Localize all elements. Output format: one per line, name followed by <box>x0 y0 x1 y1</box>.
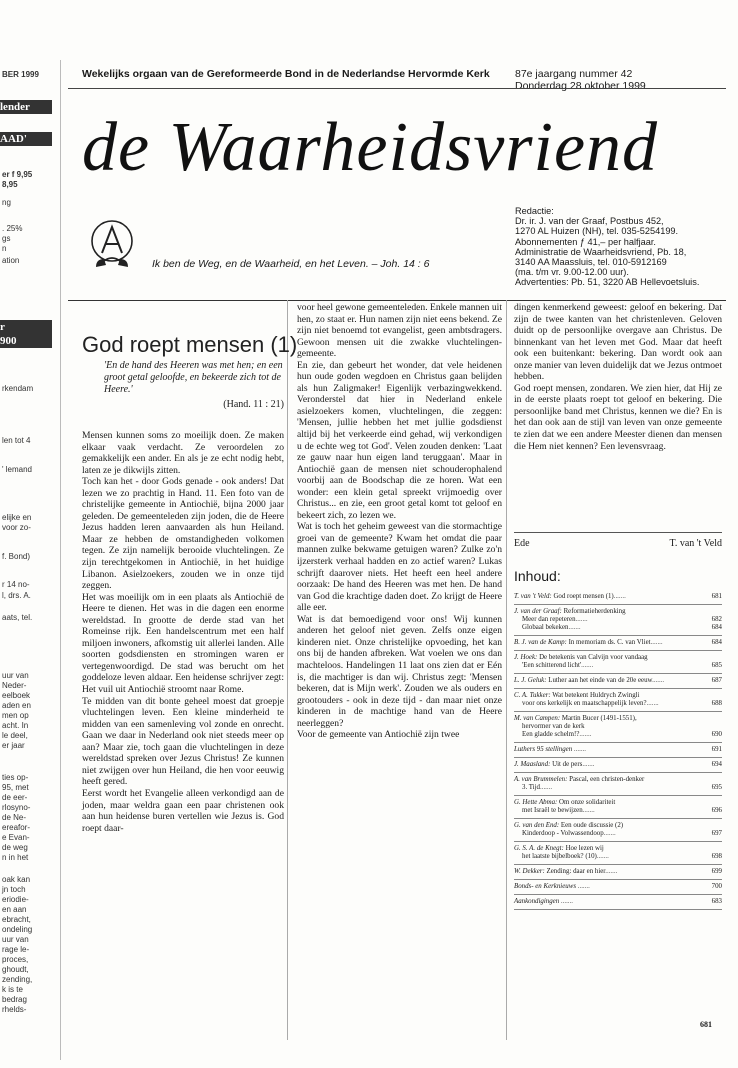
toc-page-number: 694 <box>711 761 722 768</box>
paragraph: Wat is toch het geheim geweest van die stormachtige groei van de gemeente? Kwam het omdat die paar mannen zulke bekwame getuigen waren? Zulke zo'n ijzersterk verhaal hadden en zo actief waren? Lukas schrijft daarover niets. Het heeft een heel andere oorzaak: De hand des Heeren was met hen. De hand van God die krachtige daden doet. Zo krijgt de Heere alle eer. <box>297 521 502 614</box>
toc-line: 'Een schitterend licht'....... 685 <box>522 662 722 669</box>
previous-page-fragment: l, drs. A. <box>2 591 31 600</box>
previous-page-fragment: ereafor- <box>2 823 31 832</box>
toc-line <box>514 799 722 807</box>
toc-page-number: 688 <box>711 700 722 707</box>
table-of-contents <box>514 590 722 910</box>
toc-line: W. Dekker: Zending: daar en hier....... 699 <box>514 868 722 875</box>
toc-entry <box>514 796 722 819</box>
previous-page-fragment: gs <box>2 234 11 243</box>
toc-author: M. van Campen: <box>514 715 561 722</box>
header-rule <box>68 88 726 89</box>
signature-rule <box>514 532 722 533</box>
previous-page-fragment: n in het <box>2 853 29 862</box>
toc-entry <box>514 842 722 865</box>
toc-item-title: Globaal bekeken <box>522 624 569 631</box>
previous-page-fragment: r 14 no- <box>2 580 30 589</box>
toc-item-title: Een gladde schelm!? <box>522 731 580 738</box>
previous-page-fragment: aden en <box>2 701 31 710</box>
previous-page-fragment: de Ne- <box>2 813 27 822</box>
previous-page-fragment: eriodie- <box>2 895 29 904</box>
toc-page-number: 681 <box>711 593 722 600</box>
toc-entry <box>514 674 722 689</box>
previous-page-fragment: voor zo- <box>2 523 31 532</box>
paragraph: Te midden van dit bonte geheel moest dat groepje vluchtelingen leven. Een kleine minderheid te midden van een samenleving vol zonde en onrecht. Gaan we daar in Nederland ook niet steeds meer op aan? Maar zie, toch gaan die vluchtelingen in deze wereldstad spreken over Jezus Christus! Ze kunnen niet zwijgen over hun Heiland, die hen voor eeuwig heeft gered. <box>82 695 284 788</box>
toc-entry <box>514 773 722 796</box>
previous-page-strip <box>0 60 61 1060</box>
previous-page-fragment: ebracht, <box>2 915 31 924</box>
toc-item-title: De betekenis van Calvijn voor vandaag <box>539 654 648 661</box>
toc-line <box>514 608 722 616</box>
toc-entry <box>514 605 722 636</box>
toc-author: C. A. Tukker: <box>514 692 551 699</box>
toc-line: B. J. van de Kamp: In memoriam ds. C. van Vliet....... 684 <box>514 639 722 646</box>
motto: Ik ben de Weg, en de Waarheid, en het Leven. – Joh. 14 : 6 <box>152 258 430 270</box>
paragraph: Eerst wordt het Evangelie alleen verkondigd aan de joden, maar weldra gaan een paar christenen ook aan hun heidense buren vertellen wie Jezus is. God roept daar- <box>82 787 284 834</box>
previous-page-fragment: proces, <box>2 955 29 964</box>
previous-page-fragment: ng <box>2 198 11 207</box>
toc-page-number: 682 <box>711 616 722 623</box>
previous-page-fragment: ' lemand <box>2 465 32 474</box>
editorial-info <box>515 206 725 288</box>
toc-line <box>514 845 722 853</box>
toc-entry <box>514 743 722 758</box>
previous-page-fragment: uur van <box>2 671 29 680</box>
previous-page-fragment: e Evan- <box>2 833 30 842</box>
toc-author: B. J. van de Kamp: <box>514 639 567 646</box>
toc-author: J. van der Graaf: <box>514 608 562 615</box>
epigraph: 'En de hand des Heeren was met hen; en een groot getal geloofde, en bekeerde zich tot de Heere.' <box>104 360 283 395</box>
toc-title: Inhoud: <box>514 568 561 584</box>
toc-line: 3. Tijd....... 695 <box>522 784 722 791</box>
previous-page-fragment: rage le- <box>2 945 30 954</box>
paragraph: Wat is dat bemoedigend voor ons! Wij kunnen anderen het geloof niet geven. Zelfs onze eigen kinderen niet. Onze christelijke opvoeding, het kan ons bij de handen afbreken. Wat voelen we ons dan machteloos. Handelingen 11 laat ons zien dat er Eén is, die machtiger is dan wij. Christus zegt: 'Mensen bekeren, dat is Mijn werk'. Zouden we als ouders en grootouders - ook in deze tijd - dan maar niet onze kinderen in de machtige hand van de Heere neerleggen? <box>297 613 502 729</box>
toc-item-title: Wat betekent Huldrych Zwingli <box>552 692 640 699</box>
toc-line: het laatste bijbelboek? (10)....... 698 <box>522 853 722 860</box>
toc-line: J. Maasland: Uit de pers....... 694 <box>514 761 722 768</box>
issue-date: Donderdag 28 oktober 1999 <box>515 80 646 92</box>
previous-page-fragment: ties op- <box>2 773 29 782</box>
toc-entry <box>514 689 722 712</box>
toc-page-number: 698 <box>711 853 722 860</box>
alpha-omega-logo-icon <box>84 217 140 273</box>
editorial-line: 1270 AL Huizen (NH), tel. 035-5254199. <box>515 226 679 237</box>
paragraph: Mensen kunnen soms zo moeilijk doen. Ze maken elkaar vaak verdacht. Ze veroordelen zo gemakkelijk een ander. En als je ze echt nodig hebt, laten ze je dikwijls zitten. <box>82 430 284 476</box>
previous-page-fragment: er jaar <box>2 741 25 750</box>
previous-page-fragment: rkendam <box>2 384 34 393</box>
previous-page-fragment: le deel, <box>2 731 28 740</box>
editorial-line: (ma. t/m vr. 9.00-12.00 uur). <box>515 267 629 278</box>
toc-item-title: Luther aan het einde van de 20e eeuw <box>548 677 653 684</box>
toc-line: voor ons kerkelijk en maatschappelijk leven?....... 688 <box>522 700 722 707</box>
paragraph: voor heel gewone gemeenteleden. Enkele mannen uit hen, zo staat er. Hun namen zijn niet eens bekend. Ze zijn niet benoemd tot evangelist, geen ambtsdragers. Gewoon mensen uit die zwakke vluchtelingen-gemeente. <box>297 302 502 360</box>
previous-page-fragment: rhelds- <box>2 1005 27 1014</box>
toc-line: Kinderdoop - Volwassendoop....... 697 <box>522 830 722 837</box>
toc-item-title: Hoe lezen wij <box>565 845 604 852</box>
toc-line <box>514 654 722 662</box>
toc-page-number <box>704 723 722 731</box>
toc-author: Aankondigingen <box>514 898 560 905</box>
tagline: Wekelijks orgaan van de Gereformeerde Bond in de Nederlandse Hervormde Kerk <box>82 68 490 80</box>
previous-page-fragment: k is te <box>2 985 23 994</box>
masthead-title: de Waarheidsvriend <box>82 109 659 186</box>
toc-line: T. van 't Veld: God roept mensen (1)....... 681 <box>514 593 722 600</box>
toc-page-number: 699 <box>711 868 722 875</box>
toc-author: A. van Brummelen: <box>514 776 568 783</box>
toc-author: G. Hette Abma: <box>514 799 558 806</box>
epigraph-reference: (Hand. 11 : 21) <box>223 399 284 410</box>
toc-line: L. J. Geluk: Luther aan het einde van de 20e eeuw....... 687 <box>514 677 722 684</box>
toc-line: Luthers 95 stellingen ....... 691 <box>514 746 722 753</box>
toc-item-title: In memoriam ds. C. van Vliet <box>568 639 651 646</box>
previous-page-fragment: 900 <box>0 334 52 348</box>
previous-page-fragment: 95, met <box>2 783 29 792</box>
toc-item-title: 'Een schitterend licht' <box>522 662 582 669</box>
section-rule <box>68 300 726 301</box>
toc-item-title: Een oude discussie (2) <box>560 822 624 829</box>
toc-page-number: 687 <box>711 677 722 684</box>
previous-page-fragment: bedrag <box>2 995 27 1004</box>
toc-page-number: 690 <box>711 731 722 738</box>
column-divider <box>287 300 288 1040</box>
toc-entry <box>514 651 722 674</box>
article-column-1 <box>82 430 284 834</box>
toc-line <box>514 822 722 830</box>
toc-page-number <box>704 692 722 700</box>
toc-author: J. Maasland: <box>514 761 551 768</box>
toc-page-number: 696 <box>711 807 722 814</box>
previous-page-fragment: len tot 4 <box>2 436 31 445</box>
toc-item-title: het laatste bijbelboek? (10) <box>522 853 597 860</box>
toc-line: Globaal bekeken....... 684 <box>522 624 722 631</box>
paragraph: En zie, dan gebeurt het wonder, dat vele heidenen hun oude goden wegdoen en Christus gaan belijden als hun Zaligmaker! Eigenlijk verbazingwekkend. Veronderstel dat hier in Nederland enkele asielzoekers komen, vluchtelingen, die zeggen: 'Mensen, jullie hebben het met jullie godsdienst altijd bij het verkeerde eind gehad, wij verkondigen u de echte weg tot God'. Velen zouden denken: 'Laat ze gauw naar hun eigen land teruggaan'. Maar in Antiochië gaan de mensen niet schouderophalend voorbij aan de Boodschap die ze horen. Wat een wonder: een klein getal spreekt vrijmoedig over Christus... en zie, een groot getal komt tot geloof en bekeert zich, zo lezen we. <box>297 359 502 521</box>
article-title: God roept mensen (1) <box>82 332 298 357</box>
paragraph: Voor de gemeente van Antiochië zijn twee <box>297 729 460 741</box>
toc-item-title: Uit de pers <box>552 761 583 768</box>
toc-entry <box>514 865 722 880</box>
previous-page-fragment: ghoudt, <box>2 965 29 974</box>
previous-page-fragment: rlosyno- <box>2 803 31 812</box>
toc-author: Bonds- en Kerknieuws <box>514 883 577 890</box>
toc-page-number <box>704 715 722 723</box>
toc-page-number: 684 <box>711 639 722 646</box>
previous-page-fragment: Neder- <box>2 681 27 690</box>
toc-line: Meer dan repeteren....... 682 <box>522 616 722 623</box>
toc-page-number <box>704 608 722 616</box>
toc-entry <box>514 880 722 895</box>
previous-page-fragment: acht. In <box>2 721 29 730</box>
toc-page-number: 684 <box>711 624 722 631</box>
toc-entry <box>514 590 722 605</box>
toc-page-number: 685 <box>711 662 722 669</box>
editorial-line: Administratie de Waarheidsvriend, Pb. 18, <box>515 246 687 257</box>
previous-page-fragment: BER 1999 <box>2 70 39 79</box>
toc-line: Bonds- en Kerknieuws ....... 700 <box>514 883 722 890</box>
toc-entry <box>514 712 722 743</box>
toc-author: J. Hoek: <box>514 654 538 661</box>
toc-item-title: met Israël te bewijzen <box>522 807 583 814</box>
page-number: 681 <box>700 1020 712 1029</box>
previous-page-fragment: ondeling <box>2 925 33 934</box>
paragraph: Het was moeilijk om in een plaats als Antiochië de Heere te dienen. Het was in die dagen een enorme wereldstad. In grootte de derde stad van het Romeinse rijk. Een handelscentrum met een half miljoen inwoners, afkomstig uit allerlei landen. Alle soorten godsdiensten en stromingen waren er vertegenwoordigd. De stad was berucht om het goddeloze leven aldaar. Een heidense schrijver zegt: Het vuil uit Antiochië stroomt naar Rome. <box>82 591 284 696</box>
toc-line <box>514 692 722 700</box>
previous-page-fragment: en aan <box>2 905 27 914</box>
previous-page-fragment: 8,95 <box>2 180 18 189</box>
previous-page-fragment: jn toch <box>2 885 26 894</box>
toc-entry <box>514 758 722 773</box>
toc-author: L. J. Geluk: <box>514 677 547 684</box>
editorial-line: Dr. ir. J. van der Graaf, Postbus 452, <box>515 216 664 227</box>
previous-page-fragment: eelboek <box>2 691 31 700</box>
signature-place: Ede <box>514 538 530 549</box>
previous-page-fragment: f. Bond) <box>2 552 31 561</box>
toc-line <box>514 715 722 723</box>
previous-page-fragment: elijke en <box>2 513 32 522</box>
toc-item-title: Zending: daar en hier <box>546 868 606 875</box>
toc-item-title: Meer dan repeteren <box>522 616 576 623</box>
previous-page-fragment: ation <box>2 256 20 265</box>
toc-entry <box>514 819 722 842</box>
editorial-line: Redactie: <box>515 206 554 216</box>
toc-line: met Israël te bewijzen....... 696 <box>522 807 722 814</box>
toc-author: Luthers 95 stellingen <box>514 746 573 753</box>
toc-page-number: 695 <box>711 784 722 791</box>
toc-page-number: 691 <box>711 746 722 753</box>
toc-page-number: 697 <box>711 830 722 837</box>
toc-item-title: Kinderdoop - Volwassendoop <box>522 830 604 837</box>
editorial-line: 3140 AA Maassluis, tel. 010-5912169 <box>515 257 667 268</box>
previous-page-fragment: de weg <box>2 843 28 852</box>
signature-author: T. van 't Veld <box>669 538 722 549</box>
toc-page-number <box>704 822 722 830</box>
previous-page-fragment: . 25% <box>2 224 23 233</box>
article-column-3 <box>514 302 722 452</box>
toc-item-title: Om onze solidariteit <box>559 799 616 806</box>
paragraph: dingen kenmerkend geweest: geloof en bekering. Dat zijn de twee kanten van het christenleven. Geloven duidt op de persoonlijke overgave aan Christus. De binnenkant van het leven met God. Maar dat heeft ook een buitenkant: bekering. Dan wordt ook aan onze manier van leven duidelijk dat we Jezus ontmoet hebben. <box>514 302 722 383</box>
previous-page-fragment: AAD' <box>0 132 52 146</box>
previous-page-fragment: lender <box>0 100 52 114</box>
toc-item-title: Reformatieherdenking <box>563 608 626 615</box>
column-divider <box>506 300 507 1040</box>
toc-page-number <box>704 845 722 853</box>
toc-entry <box>514 895 722 910</box>
toc-line <box>514 723 722 731</box>
article-column-2 <box>297 302 502 741</box>
paragraph: Toch kan het - door Gods genade - ook anders! Dat lezen we zo prachtig in Hand. 11. Een foto van de christelijke gemeente in Antiochië, bijna 2000 jaar geleden. De gemeenteleden zijn joden, die de Heere Jezus hadden leren aanvaarden als hun Heiland. Maar ze hebben de omstandigheden volkomen tegen. Ze zijn namelijk berooide vluchtelingen. Ze zijn terechtgekomen in Antiochië, in het huidige Libanon. Asielzoekers, zouden we in onze tijd zeggen. <box>82 476 284 592</box>
previous-page-fragment: de eer- <box>2 793 28 802</box>
toc-item-title: hervormer van de kerk <box>522 723 585 730</box>
toc-line: Een gladde schelm!?....... 690 <box>522 731 722 738</box>
previous-page-fragment: er f 9,95 <box>2 170 33 179</box>
toc-item-title: Pascal, een christen-denker <box>569 776 645 783</box>
previous-page-fragment: oak kan <box>2 875 31 884</box>
toc-author: T. van 't Veld: <box>514 593 552 600</box>
paragraph: God roept mensen, zondaren. We zien hier, dat Hij ze in de eerste plaats roept tot geloof en bekering. Die persoonlijke band met Christus, kennen we die? En is het dan ook aan de stijl van leven van onze gemeente te zien dat we een andere Meester dienen dan mensen die Hem niet kennen? Een levensvraag. <box>514 382 722 452</box>
previous-page-fragment: aats, tel. <box>2 613 33 622</box>
toc-item-title: 3. Tijd <box>522 784 541 791</box>
toc-author: G. van den End: <box>514 822 560 829</box>
issue-number: 87e jaargang nummer 42 <box>515 68 633 80</box>
toc-page-number <box>704 776 722 784</box>
toc-line <box>514 776 722 784</box>
editorial-line: Advertenties: Pb. 51, 3220 AB Hellevoetsluis. <box>515 277 700 288</box>
toc-item-title: Martin Bucer (1491-1551), <box>561 715 637 722</box>
toc-item-title: God roept mensen (1) <box>553 593 614 600</box>
toc-page-number: 683 <box>711 898 722 905</box>
toc-page-number <box>704 799 722 807</box>
toc-author: G. S. A. de Knegt: <box>514 845 564 852</box>
previous-page-fragment: men op <box>2 711 29 720</box>
editorial-line: Abonnementen ƒ 41,– per halfjaar. <box>515 236 656 247</box>
toc-entry <box>514 636 722 651</box>
toc-item-title: voor ons kerkelijk en maatschappelijk leven? <box>522 700 647 707</box>
previous-page-fragment: r <box>0 320 52 334</box>
previous-page-fragment: zending, <box>2 975 33 984</box>
toc-author: W. Dekker: <box>514 868 545 875</box>
toc-page-number: 700 <box>711 883 722 890</box>
toc-line: Aankondigingen ....... 683 <box>514 898 722 905</box>
previous-page-fragment: n <box>2 244 7 253</box>
toc-page-number <box>704 654 722 662</box>
previous-page-fragment: uur van <box>2 935 29 944</box>
